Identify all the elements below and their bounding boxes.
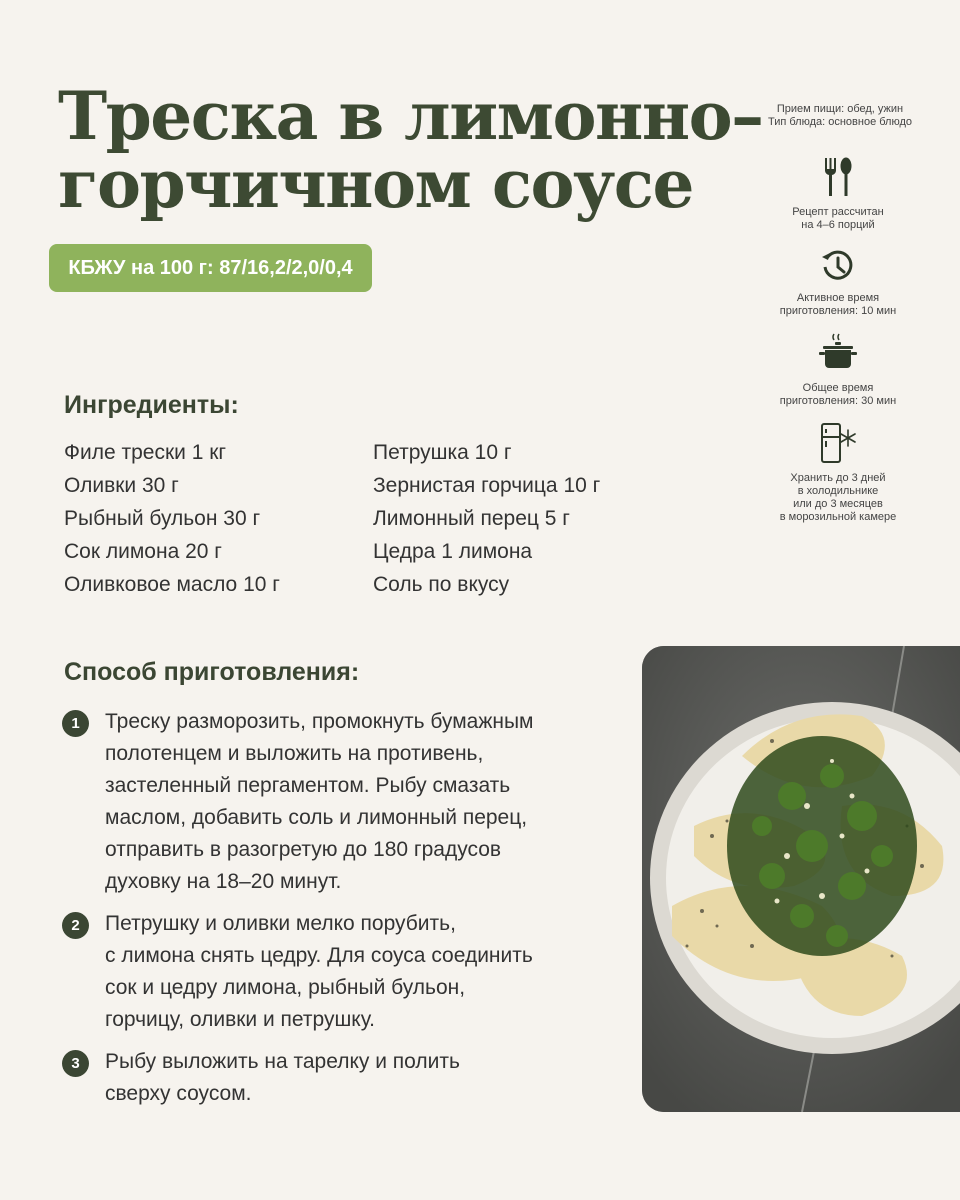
nutrition-badge: КБЖУ на 100 г: 87/16,2/2,0/0,4 — [49, 244, 372, 292]
step-1-line: полотенцем и выложить на противень, — [105, 742, 484, 765]
step-3-line: Рыбу выложить на тарелку и полить — [105, 1050, 460, 1073]
step-2 — [62, 908, 622, 1036]
ingredients-list-right — [373, 436, 600, 601]
ingredient-item: Цедра 1 лимона — [373, 540, 533, 563]
pot-icon — [816, 330, 860, 374]
step-1-line: отправить в разогретую до 180 градусов — [105, 838, 502, 861]
info-storage-line-3: или до 3 месяцев — [793, 498, 883, 510]
ingredient-item: Соль по вкусу — [373, 573, 510, 596]
dish-photo-illustration — [642, 646, 960, 1112]
info-storage-line-4: в морозильной камере — [779, 511, 897, 523]
info-storage-line-1: Хранить до 3 дней — [790, 472, 886, 484]
step-1-line: духовку на 18–20 минут. — [105, 870, 342, 893]
step-1-line: Треску разморозить, промокнуть бумажным — [105, 710, 534, 733]
step-1 — [62, 706, 622, 898]
info-storage-line-2: в холодильнике — [797, 485, 879, 497]
ingredient-item: Петрушка 10 г — [373, 441, 512, 464]
fridge-icon — [818, 422, 858, 464]
info-total-time — [760, 330, 916, 408]
ingredient-item: Рыбный бульон 30 г — [64, 507, 261, 530]
step-number-badge: 1 — [62, 710, 89, 737]
step-2-line: горчицу, оливки и петрушку. — [105, 1008, 375, 1031]
ingredients-heading: Ингредиенты: — [64, 391, 239, 419]
meal-time: Прием пищи: обед, ужин — [776, 103, 904, 115]
step-2-line: сок и цедру лимона, рыбный бульон, — [105, 976, 466, 999]
ingredient-item: Зернистая горчица 10 г — [373, 474, 601, 497]
ingredient-item: Оливки 30 г — [64, 474, 179, 497]
recipe-title — [58, 77, 763, 223]
info-storage — [760, 422, 916, 524]
recipe-title-line-2: горчичном соусе — [58, 145, 693, 223]
step-2-line: Петрушку и оливки мелко порубить, — [105, 912, 456, 935]
recipe-title-line-1: Треска в лимонно– — [58, 77, 763, 155]
dish-type: Тип блюда: основное блюдо — [767, 116, 913, 128]
ingredient-item: Филе трески 1 кг — [64, 441, 227, 464]
ingredient-item: Лимонный перец 5 г — [373, 507, 570, 530]
method-heading: Способ приготовления: — [64, 658, 360, 686]
info-total-time-line-1: Общее время — [802, 382, 874, 394]
info-servings — [760, 156, 916, 232]
step-1-line: застеленный пергаментом. Рыбу смазать — [105, 774, 511, 797]
step-number-badge: 3 — [62, 1050, 89, 1077]
info-total-time-line-2: приготовления: 30 мин — [779, 395, 897, 407]
step-3 — [62, 1046, 622, 1110]
method-steps — [62, 706, 622, 1120]
meal-meta — [760, 103, 920, 129]
cutlery-icon — [821, 156, 855, 198]
info-servings-line-2: на 4–6 порций — [801, 219, 875, 231]
ingredient-item: Оливковое масло 10 г — [64, 573, 280, 596]
ingredients-list-left — [64, 436, 280, 601]
step-number-badge: 2 — [62, 912, 89, 939]
info-active-time-line-1: Активное время — [796, 292, 880, 304]
step-3-line: сверху соусом. — [105, 1082, 252, 1105]
step-2-line: с лимона снять цедру. Для соуса соединить — [105, 944, 533, 967]
info-active-time-line-2: приготовления: 10 мин — [779, 305, 897, 317]
clock-icon — [820, 248, 856, 284]
info-active-time — [760, 248, 916, 318]
ingredient-item: Сок лимона 20 г — [64, 540, 222, 563]
dish-photo — [642, 646, 960, 1112]
step-1-line: маслом, добавить соль и лимонный перец, — [105, 806, 528, 829]
info-servings-line-1: Рецепт рассчитан — [792, 206, 884, 218]
